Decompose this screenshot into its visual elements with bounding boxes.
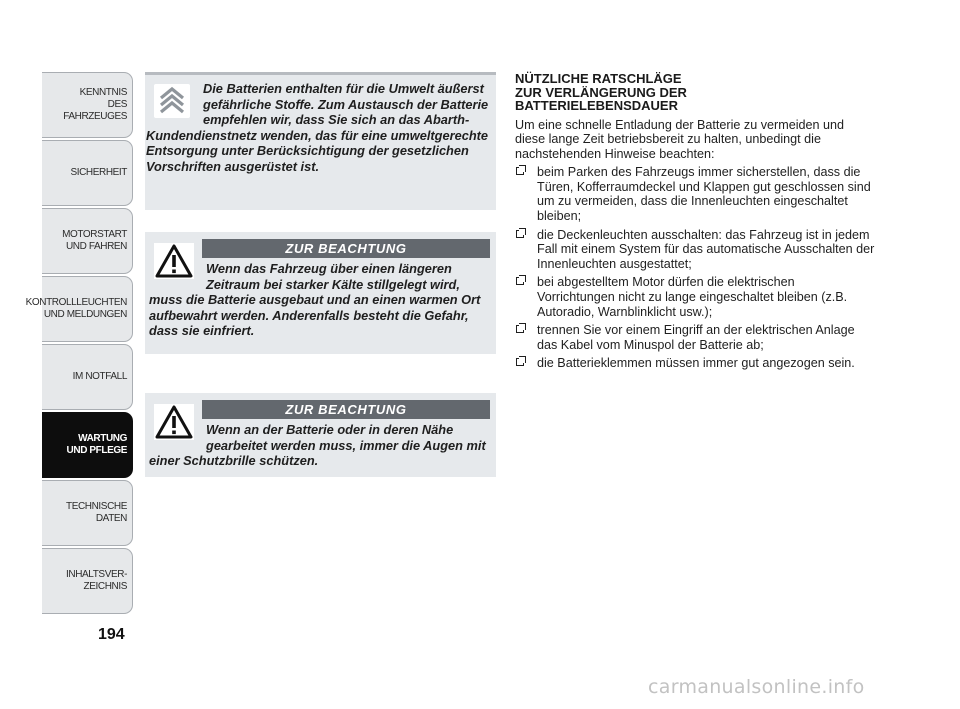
tab-label: IM NOTFALL	[72, 371, 127, 382]
tab-label: WARTUNG UND PFLEGE	[66, 433, 127, 456]
tab-kenntnis-des-fahrzeuges[interactable]	[42, 72, 133, 138]
page-number: 194	[98, 626, 125, 643]
warning-box-cold-storage	[145, 232, 496, 354]
tab-motorstart-und-fahren[interactable]	[42, 208, 133, 274]
tab-label: SICHERHEIT	[70, 167, 127, 178]
list-item-text: die Deckenleuchten ausschalten: das Fahrzeug ist in jedem Fall mit einem System für das automatische Ausschalten der Innenleuchten ausgestattet;	[537, 227, 875, 271]
list-item	[515, 356, 875, 371]
warning-text: Wenn das Fahrzeug über einen längeren Zeitraum bei starker Kälte stillgelegt wird, muss die Batterie ausgebaut und an einen warmen Ort aufbewahrt werden. Anderenfalls besteht die Gefahr, dass sie einfriert.	[149, 261, 481, 338]
tab-inhaltsverzeichnis[interactable]	[42, 548, 133, 614]
tab-label: INHALTSVER- ZEICHNIS	[66, 569, 127, 592]
tab-technische-daten[interactable]	[42, 480, 133, 546]
heading-line: BATTERIELEBENSDAUER	[515, 98, 678, 113]
tab-wartung-und-pflege[interactable]	[42, 412, 133, 478]
list-item	[515, 323, 875, 352]
list-item-text: die Batterieklemmen müssen immer gut angezogen sein.	[537, 356, 855, 371]
tips-list	[515, 165, 875, 371]
warning-text: Wenn an der Batterie oder in deren Nähe gearbeitet werden muss, immer die Augen mit einer Schutzbrille schützen.	[149, 422, 486, 468]
checkbox-bullet-icon	[516, 230, 524, 238]
intro-paragraph: Um eine schnelle Entladung der Batterie zu vermeiden und diese lange Zeit betriebsbereit zu halten, unbedingt die nachstehenden Hinweise beachten:	[515, 117, 845, 161]
environment-note-text: Die Batterien enthalten für die Umwelt äußerst gefährliche Stoffe. Zum Austausch der Batterie empfehlen wir, dass Sie sich an das Abarth-Kundendienstnetz wenden, das für eine umweltgerechte Entsorgung unter Berücksichtigung der gesetzlichen Vorschriften ausgerüstet ist.	[146, 81, 489, 174]
checkbox-bullet-icon	[516, 325, 524, 333]
battery-tips-section	[515, 72, 875, 375]
warning-box-safety-goggles	[145, 393, 496, 477]
list-item	[515, 165, 875, 223]
chapter-tabs	[25, 72, 133, 616]
list-item	[515, 275, 875, 319]
checkbox-bullet-icon	[516, 167, 524, 175]
list-item-text: beim Parken des Fahrzeugs immer sicherstellen, dass die Türen, Kofferraumdeckel und Klappen gut geschlossen sind um zu vermeiden, dass die Innenleuchten eingeschaltet bleiben;	[537, 165, 871, 224]
tab-sicherheit[interactable]	[42, 140, 133, 206]
watermark: carmanualsonline.info	[648, 676, 865, 698]
tab-label: KENNTNIS DES FAHRZEUGES	[63, 87, 127, 122]
heading-line: NÜTZLICHE RATSCHLÄGE	[515, 71, 682, 86]
list-item-text: trennen Sie vor einem Eingriff an der elektrischen Anlage das Kabel vom Minuspol der Batterie ab;	[537, 323, 855, 352]
checkbox-bullet-icon	[516, 358, 524, 366]
tab-kontrollleuchten-und-meldungen[interactable]	[25, 276, 133, 342]
warning-banner: ZUR BEACHTUNG	[202, 400, 490, 419]
checkbox-bullet-icon	[516, 277, 524, 285]
tab-label: TECHNISCHE DATEN	[65, 501, 127, 524]
warning-banner: ZUR BEACHTUNG	[202, 239, 490, 258]
tab-im-notfall[interactable]	[42, 344, 133, 410]
section-heading	[515, 72, 875, 113]
list-item	[515, 228, 875, 272]
tab-label: KONTROLLLEUCHTEN UND MELDUNGEN	[25, 297, 127, 320]
list-item-text: bei abgestelltem Motor dürfen die elektrischen Vorrichtungen nicht zu lange eingeschaltet bleiben (z.B. Autoradio, Warnblinklicht usw.);	[537, 275, 848, 319]
environment-note-box	[145, 72, 496, 210]
tab-label: MOTORSTART UND FAHREN	[62, 229, 127, 252]
heading-line: ZUR VERLÄNGERUNG DER	[515, 84, 687, 100]
